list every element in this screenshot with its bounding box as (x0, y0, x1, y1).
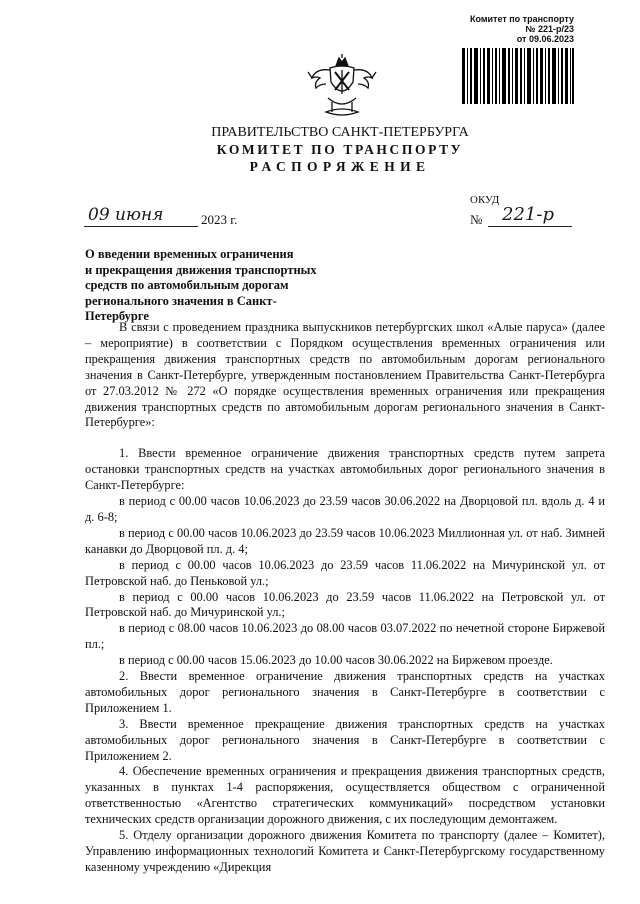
clause-5: 5. Отделу организации дорожного движения Комитета по транспорту (далее – Комитет), Управлению информационных технологий Комитета и Санкт-Петербургскому государственному казенному учреждению «Дирекция (85, 828, 605, 874)
number-sign: № (470, 212, 483, 227)
okud-label: ОКУД (470, 194, 500, 206)
clause-1: 1. Ввести временное ограничение движения транспортных средств путем запрета остановки транспортных средств на участках автомобильных дорог регионального значения в Санкт-Петербурге: (85, 446, 605, 493)
document-type: РАСПОРЯЖЕНИЕ (249, 159, 431, 174)
handwritten-number: 221-р (502, 204, 554, 225)
clause-4: 4. Обеспечение временных ограничения и прекращения движения транспортных средств, указанных в пунктах 1-4 распоряжения, осуществляется обществом с ограниченной ответственностью «Агентство стратегических коммуникаций» посредством установки технических средств организации дорожного движения, с их последующим демонтажем. (85, 764, 605, 827)
clause-1-item-1: в период с 00.00 часов 10.06.2023 до 23.59 часов 30.06.2022 на Дворцовой пл. вдоль д. 4 и д. 6-8; (85, 494, 605, 524)
handwritten-date: 09 июня (88, 205, 164, 225)
stamp-line-1: Комитет по транспорту (469, 14, 574, 24)
document-body (85, 320, 605, 876)
preamble-paragraph: В связи с проведением праздника выпускников петербургских школ «Алые паруса» (далее – мероприятие) в соответствии с Порядком осуществления временных ограничения или прекращения движения транспортных средств по автомобильным дорогам регионального значения в Санкт-Петербурге, утвержденным постановлением Правительства Санкт-Петербурга от 27.03.2012 № 272 «О порядке осуществления временных ограничения или прекращения движения транспортных средств по автомобильным дорогам регионального значения в Санкт-Петербурге»: (85, 320, 605, 430)
stamp-line-3: от 09.06.2023 (516, 34, 574, 44)
date-underline (84, 226, 198, 227)
number-underline (488, 226, 572, 227)
clause-2: 2. Ввести временное ограничение движения транспортных средств на участках автомобильных дорог регионального значения в Санкт-Петербурге в соответствии с Приложением 1. (85, 669, 605, 715)
clause-1-item-6: в период с 00.00 часов 15.06.2023 до 10.00 часов 30.06.2022 на Биржевом проезде. (119, 653, 553, 668)
title-line-4: регионального значения в Санкт-Петербурге (85, 293, 277, 323)
clause-3: 3. Ввести временное прекращение движения транспортных средств на участках автомобильных дорог регионального значения в Санкт-Петербурге в соответствии с Приложением 2. (85, 716, 605, 763)
clause-1-item-3: в период с 00.00 часов 10.06.2023 до 23.59 часов 11.06.2022 на Мичуринской ул. от Петровской наб. до Пеньковой ул.; (85, 557, 605, 588)
clause-1-item-2: в период с 00.00 часов 10.06.2023 до 23.59 часов 10.06.2023 Миллионная ул. от наб. Зимней канавки до Дворцовой пл. д. 4; (85, 525, 605, 556)
clause-1-item-5: в период с 08.00 часов 10.06.2023 до 08.00 часов 03.07.2022 по нечетной стороне Биржевой пл.; (85, 621, 605, 652)
title-line-2: и прекращения движения транспортных (85, 262, 317, 277)
barcode (462, 48, 574, 104)
registration-stamp (462, 14, 574, 44)
title-line-3: средств по автомобильным дорогам (85, 278, 289, 292)
document-title (85, 247, 325, 325)
clause-1-item-4: в период с 00.00 часов 10.06.2023 до 23.59 часов 11.06.2022 на Петровской ул. от Петровской наб. до Мичуринской ул.; (85, 589, 605, 620)
title-line-1: О введении временных ограничения (85, 247, 294, 261)
government-name: ПРАВИТЕЛЬСТВО САНКТ-ПЕТЕРБУРГА (211, 125, 469, 140)
date-year: 2023 г. (201, 212, 238, 227)
stamp-line-2: № 221-р/23 (525, 24, 574, 34)
coat-of-arms-emblem (306, 52, 378, 118)
committee-name: КОМИТЕТ ПО ТРАНСПОРТУ (216, 142, 464, 157)
